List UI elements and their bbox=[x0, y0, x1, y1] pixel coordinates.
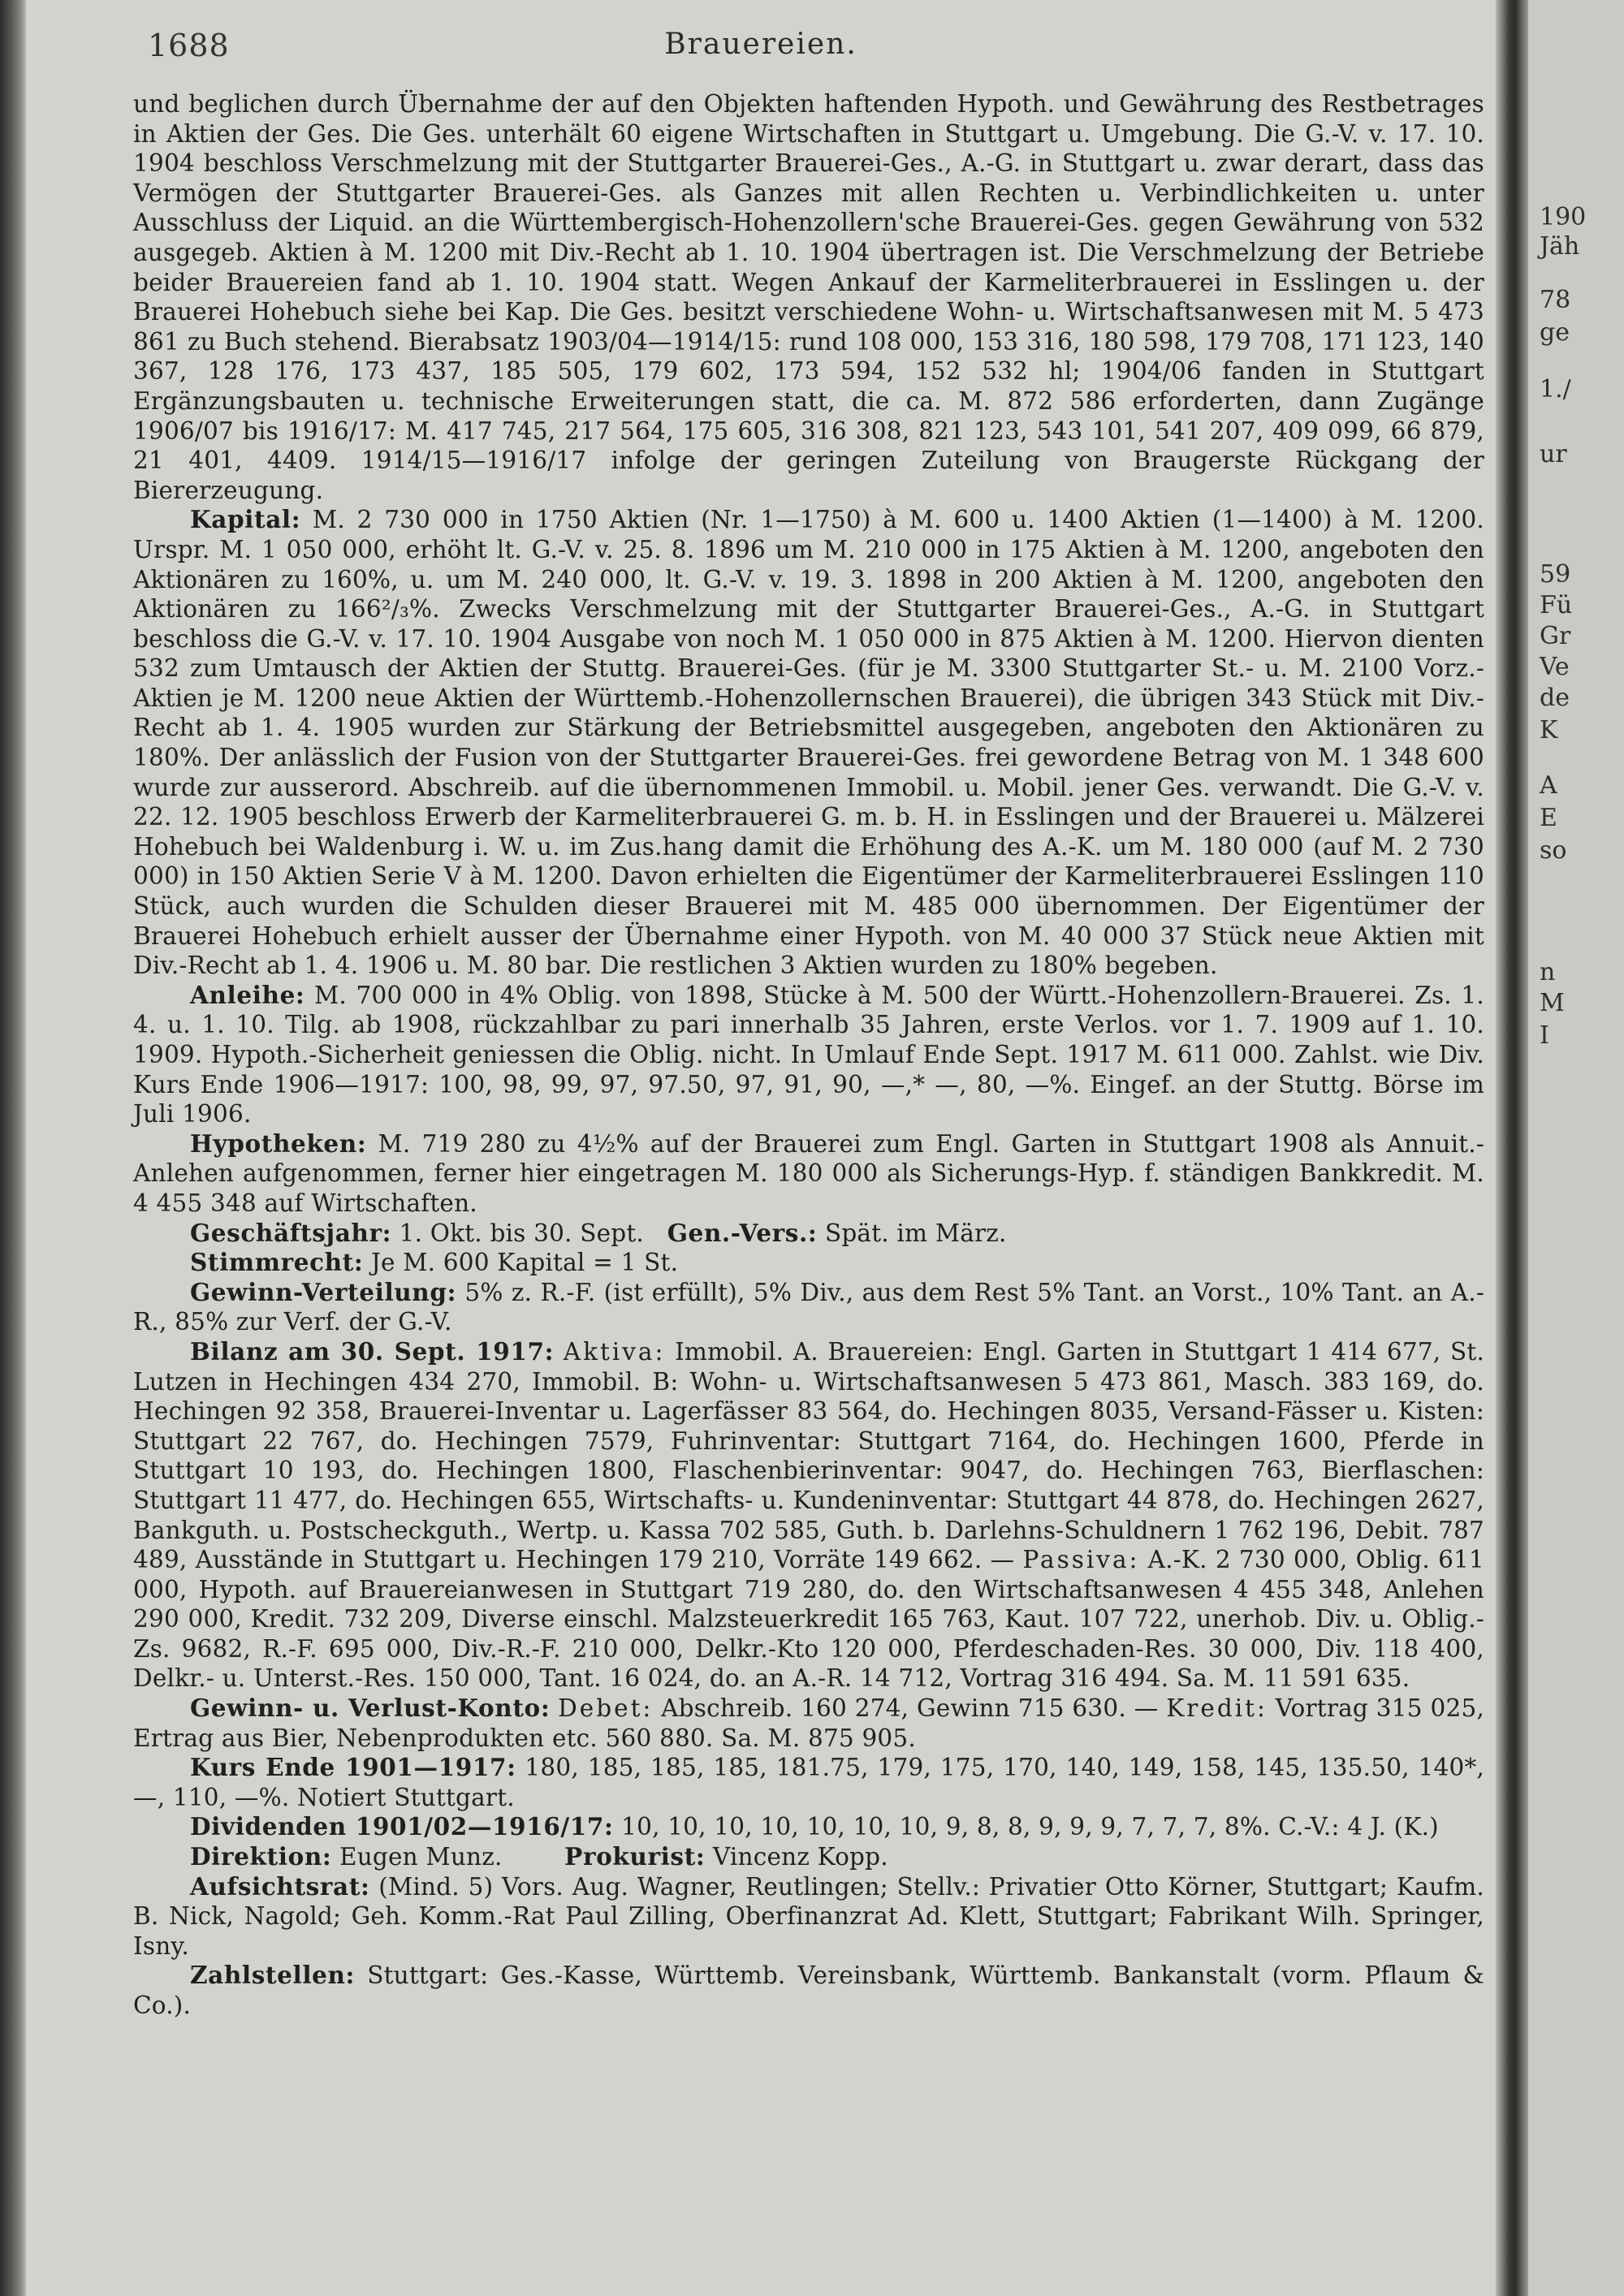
section-heading: Bilanz am 30. Sept. 1917: bbox=[190, 1336, 555, 1366]
passiva-label: Passiva: bbox=[1022, 1546, 1140, 1574]
book-page bbox=[26, 0, 1496, 2296]
section-heading: Stimmrecht: bbox=[190, 1248, 364, 1277]
section-text: Vortrag 315 025, Ertrag aus Bier, Nebenprodukten etc. 560 880. Sa. M. 875 905. bbox=[133, 1694, 1484, 1752]
facing-page-fragment: 1./ bbox=[1540, 375, 1571, 404]
facing-page-fragment: 190 bbox=[1540, 203, 1587, 231]
section-geschaeftsjahr bbox=[133, 1219, 1484, 1249]
section-text: Eugen Munz. bbox=[339, 1843, 503, 1871]
facing-page-fragment: Ve bbox=[1540, 653, 1570, 681]
section-heading: Gewinn- u. Verlust-Konto: bbox=[190, 1694, 551, 1723]
facing-page-fragment: ge bbox=[1540, 318, 1570, 347]
section-direktion bbox=[133, 1842, 1484, 1872]
section-dividenden bbox=[133, 1812, 1484, 1842]
page-number: 1688 bbox=[148, 28, 230, 63]
section-aufsichtsrat bbox=[133, 1872, 1484, 1962]
facing-page-fragment: K bbox=[1540, 716, 1558, 744]
section-heading: Gewinn-Verteilung: bbox=[190, 1277, 457, 1306]
section-text: Abschreib. 160 274, Gewinn 715 630. — bbox=[661, 1694, 1159, 1723]
page-body bbox=[133, 89, 1484, 2021]
section-heading: Dividenden 1901/02—1916/17: bbox=[190, 1812, 614, 1841]
facing-page-edge bbox=[1528, 0, 1624, 2296]
section-text: Spät. im März. bbox=[824, 1219, 1007, 1247]
section-text: 10, 10, 10, 10, 10, 10, 10, 9, 8, 8, 9, 9, 9, 7, 7, 7, 8%. C.-V.: 4 J. (K.) bbox=[621, 1813, 1439, 1841]
section-text: A.-K. 2 730 000, Oblig. 611 000, Hypoth. auf Brauereianwesen in Stuttgart 719 280, do. den Wirtschaftsanwesen 4 455 348, Anlehen 290 000, Kredit. 732 209, Diverse einschl. Malzsteuerkredit 165 763, Kaut. 107 722, unerhob. Div. u. Oblig.-Zs. 9682, R.-F. 695 000, Div.-R.-F. 210 000, Delkr.-Kto 120 000, Pferdeschaden-Res. 30 000, Div. 118 400, Delkr.- u. Unterst.-Res. 150 000, Tant. 16 024, do. an A.-R. 14 712, Vortrag 316 494. Sa. M. 11 591 635. bbox=[133, 1546, 1485, 1693]
debet-label: Debet: bbox=[558, 1694, 654, 1723]
section-heading: Aufsichtsrat: bbox=[190, 1871, 370, 1901]
section-text: (Mind. 5) Vors. Aug. Wagner, Reutlingen; Stellv.: Privatier Otto Körner, Stuttgart; Kaufm. B. Nick, Nagold; Geh. Komm.-Rat Paul Zilling, Oberfinanzrat Ad. Klett, Stuttgart; Fabrikant Wilh. Springer, Isny. bbox=[133, 1872, 1485, 1960]
facing-page-fragment: so bbox=[1540, 836, 1567, 865]
aktiva-label: Aktiva: bbox=[563, 1337, 666, 1366]
facing-page-fragment: n bbox=[1540, 958, 1556, 986]
section-gewinn-verlust-konto bbox=[133, 1694, 1484, 1753]
section-text: Je M. 600 Kapital = 1 St. bbox=[370, 1249, 679, 1277]
section-heading: Gen.-Vers.: bbox=[667, 1218, 818, 1247]
section-bilanz bbox=[133, 1337, 1484, 1694]
section-heading: Geschäftsjahr: bbox=[190, 1218, 392, 1247]
section-heading: Hypotheken: bbox=[190, 1129, 367, 1158]
section-stimmrecht bbox=[133, 1248, 1484, 1278]
running-head: Brauereien. bbox=[664, 28, 857, 61]
section-text: Immobil. A. Brauereien: Engl. Garten in Stuttgart 1 414 677, St. Lutzen in Hechingen 434 270, Immobil. B: Wohn- u. Wirtschaftsanwesen 5 473 861, Masch. 383 169, do. Hechingen 92 358, Brauerei-Inventar u. Lagerfässer 83 564, do. Hechingen 8035, Versand-Fässer u. Kisten: Stuttgart 22 767, do. Hechingen 7579, Fuhrinventar: Stuttgart 7164, do. Hechingen 1600, Pferde in Stuttgart 10 193, do. Hechingen 1800, Flaschenbierinventar: 9047, do. Hechingen 763, Bierflaschen: Stuttgart 11 477, do. Hechingen 655, Wirtschafts- u. Kundeninventar: Stuttgart 44 878, do. Hechingen 2627, Bankguth. u. Postscheckguth., Wertp. u. Kassa 702 585, Guth. b. Darlehns-Schuldnern 1 762 196, Debit. 787 489, Ausstände in Stuttgart u. Hechingen 179 210, Vorräte 149 662. — bbox=[133, 1337, 1485, 1574]
section-hypotheken bbox=[133, 1129, 1484, 1219]
book-binding-shadow bbox=[0, 0, 26, 2296]
section-heading: Kurs Ende 1901—1917: bbox=[190, 1753, 516, 1782]
facing-page-fragment: M bbox=[1540, 989, 1565, 1017]
section-text: 1. Okt. bis 30. Sept. bbox=[399, 1219, 644, 1247]
section-text: M. 700 000 in 4% Oblig. von 1898, Stücke à M. 500 der Württ.-Hohenzollern-Brauerei. Zs. 1. 4. u. 1. 10. Tilg. ab 1908, rückzahlbar zu pari innerhalb 35 Jahren, erste Verlos. vor 1. 7. 1909 auf 1. 10. 1909. Hypoth.-Sicherheit geniessen die Oblig. nicht. In Umlauf Ende Sept. 1917 M. 611 000. Zahlst. wie Div. Kurs Ende 1906—1917: 100, 98, 99, 97, 97.50, 97, 91, 90, —,* —, 80, —%. Eingef. an der Stuttg. Börse im Juli 1906. bbox=[133, 981, 1484, 1129]
facing-page-fragment: Fü bbox=[1540, 591, 1573, 619]
section-text: Vincenz Kopp. bbox=[712, 1843, 888, 1871]
section-kurs bbox=[133, 1753, 1484, 1812]
section-heading: Prokurist: bbox=[564, 1842, 706, 1871]
section-text: 5% z. R.-F. (ist erfüllt), 5% Div., aus dem Rest 5% Tant. an Vorst., 10% Tant. an A.-R., 85% zur Verf. der G.-V. bbox=[133, 1278, 1485, 1336]
facing-page-fragment: Gr bbox=[1540, 622, 1571, 650]
section-gewinn-verteilung bbox=[133, 1278, 1484, 1337]
section-text: Stuttgart: Ges.-Kasse, Württemb. Vereinsbank, Württemb. Bankanstalt (vorm. Pflaum & Co.). bbox=[133, 1962, 1484, 2019]
section-heading: Direktion: bbox=[190, 1842, 332, 1871]
section-text: M. 719 280 zu 4½% auf der Brauerei zum Engl. Garten in Stuttgart 1908 als Annuit.-Anlehen aufgenommen, ferner hier eingetragen M. 180 000 als Sicherungs-Hyp. f. ständigen Bankkredit. M. 4 455 348 auf Wirtschaften. bbox=[133, 1129, 1485, 1217]
section-heading: Zahlstellen: bbox=[190, 1961, 356, 1990]
facing-page-fragment: 78 bbox=[1540, 286, 1571, 314]
section-text: 180, 185, 185, 185, 181.75, 179, 175, 170, 140, 149, 158, 145, 135.50, 140*, —, 110, —%. Notiert Stuttgart. bbox=[133, 1754, 1485, 1811]
facing-page-fragment: I bbox=[1540, 1021, 1549, 1050]
facing-page-fragment: ur bbox=[1540, 440, 1567, 468]
section-kapital bbox=[133, 505, 1484, 981]
facing-page-fragment: Jäh bbox=[1540, 232, 1580, 261]
section-text: M. 2 730 000 in 1750 Aktien (Nr. 1—1750) à M. 600 u. 1400 Aktien (1—1400) à M. 1200. Urspr. M. 1 050 000, erhöht lt. G.-V. v. 25. 8. 1896 um M. 210 000 in 175 Aktien à M. 1200, angeboten den Aktionären zu 160%, u. um M. 240 000, lt. G.-V. v. 19. 3. 1898 in 200 Aktien à M. 1200, angeboten den Aktionären zu 166²/₃%. Zwecks Verschmelzung mit der Stuttgarter Brauerei-Ges., A.-G. in Stuttgart beschloss die G.-V. v. 17. 10. 1904 Ausgabe von noch M. 1 050 000 in 875 Aktien à M. 1200. Hiervon dienten 532 zum Umtausch der Aktien der Stuttg. Brauerei-Ges. (für je M. 3300 Stuttgarter St.- u. M. 2100 Vorz.-Aktien je M. 1200 neue Aktien der Württemb.-Hohenzollernschen Brauerei), die übrigen 343 Stück mit Div.-Recht ab 1. 4. 1905 wurden zur Stärkung der Betriebsmittel ausgegeben, angeboten den Aktionären zu 180%. Der anlässlich der Fusion von der Stuttgarter Brauerei-Ges. frei gewordene Betrag von M. 1 348 600 wurde zur ausserord. Abschreib. auf die übernommenen Immobil. u. Mobil. jener Ges. verwandt. Die G.-V. v. 22. 12. 1905 beschloss Erwerb der Karmeliterbrauerei G. m. b. H. in Esslingen und der Brauerei u. Mälzerei Hohebuch bei Waldenburg i. W. u. im Zus.hang damit die Erhöhung des A.-K. um M. 180 000 (auf M. 2 730 000) in 150 Aktien Serie V à M. 1200. Davon erhielten die Eigentümer der Karmeliterbrauerei Esslingen 110 Stück, auch wurden die Schulden dieser Brauerei mit M. 485 000 übernommen. Der Eigentümer der Brauerei Hohebuch erhielt ausser der Übernahme einer Hypoth. von M. 40 000 37 Stück neue Aktien mit Div.-Recht ab 1. 4. 1906 u. M. 80 bar. Die restlichen 3 Aktien wurden zu 180% begeben. bbox=[133, 506, 1484, 980]
facing-page-fragment: E bbox=[1540, 804, 1557, 832]
paragraph-company-history: und beglichen durch Übernahme der auf den Objekten haftenden Hypoth. und Gewährung des Restbetrages in Aktien der Ges. Die Ges. unterhält 60 eigene Wirtschaften in Stuttgart u. Umgebung. Die G.-V. v. 17. 10. 1904 beschloss Verschmelzung mit der Stuttgarter Brauerei-Ges., A.-G. in Stuttgart u. zwar derart, dass das Vermögen der Stuttgarter Brauerei-Ges. als Ganzes mit allen Rechten u. Verbindlichkeiten u. unter Ausschluss der Liquid. an die Württembergisch-Hohenzollern'sche Brauerei-Ges. gegen Gewährung von 532 ausgegeb. Aktien à M. 1200 mit Div.-Recht ab 1. 10. 1904 übertragen ist. Die Verschmelzung der Betriebe beider Brauereien fand ab 1. 10. 1904 statt. Wegen Ankauf der Karmeliterbrauerei in Esslingen u. der Brauerei Hohebuch siehe bei Kap. Die Ges. besitzt verschiedene Wohn- u. Wirtschaftsanwesen mit M. 5 473 861 zu Buch stehend. Bierabsatz 1903/04—1914/15: rund 108 000, 153 316, 180 598, 179 708, 171 123, 140 367, 128 176, 173 437, 185 505, 179 602, 173 594, 152 532 hl; 1904/06 fanden in Stuttgart Ergänzungsbauten u. technische Erweiterungen statt, die ca. M. 872 586 erforderten, dann Zugänge 1906/07 bis 1916/17: M. 417 745, 217 564, 175 605, 316 308, 821 123, 543 101, 541 207, 409 099, 66 879, 21 401, 4409. 1914/15—1916/17 infolge der geringen Zuteilung von Braugerste Rückgang der Biererzeugung. bbox=[133, 90, 1484, 504]
facing-page-fragment: 59 bbox=[1540, 560, 1571, 589]
facing-page-fragment: A bbox=[1540, 771, 1557, 800]
kredit-label: Kredit: bbox=[1166, 1694, 1268, 1723]
facing-page-fragment: de bbox=[1540, 684, 1570, 712]
section-heading: Kapital: bbox=[190, 505, 301, 534]
book-gutter-shadow bbox=[1496, 0, 1528, 2296]
section-anleihe bbox=[133, 981, 1484, 1129]
section-zahlstellen bbox=[133, 1961, 1484, 2020]
section-heading: Anleihe: bbox=[190, 980, 305, 1009]
